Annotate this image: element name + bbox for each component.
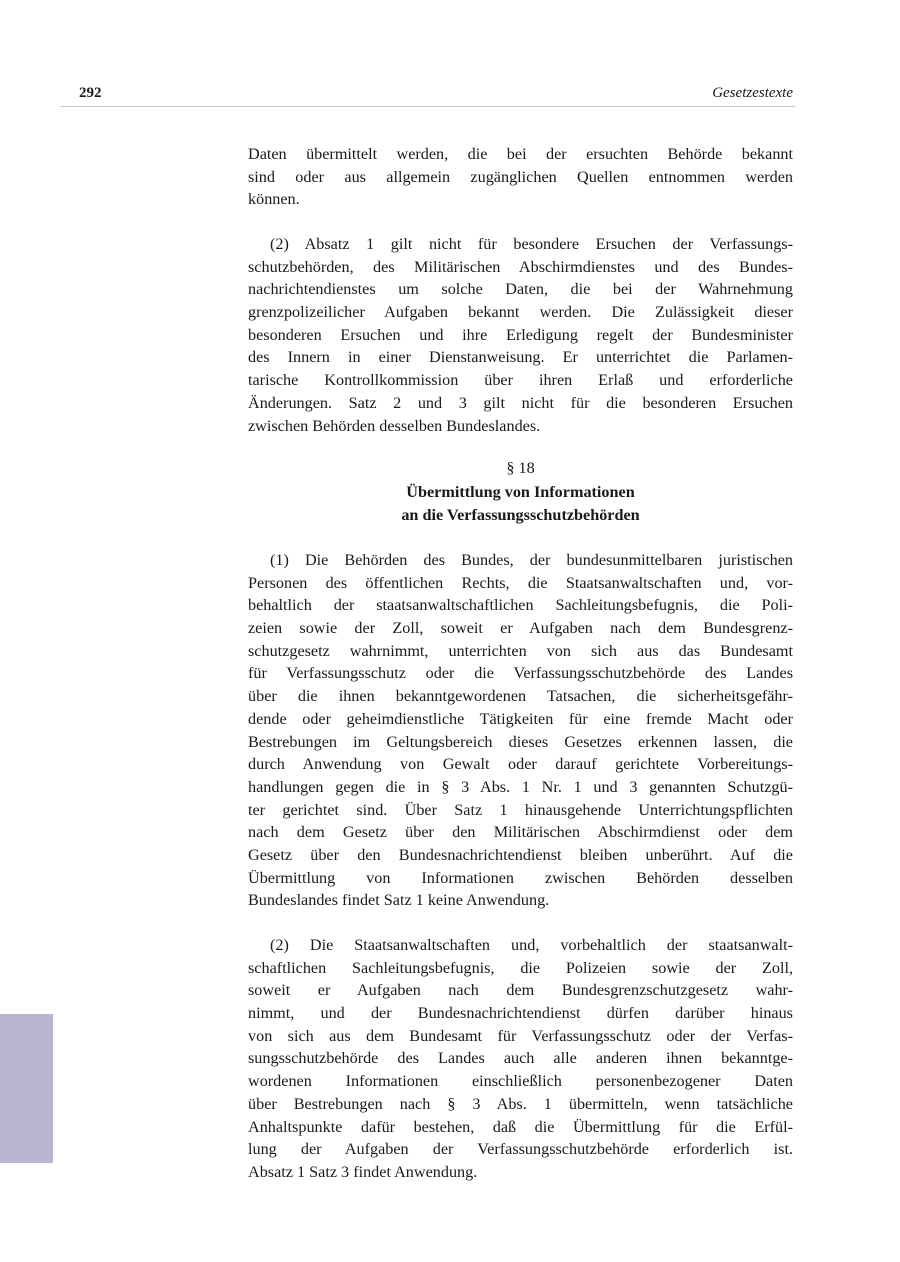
text-line: (2) Die Staatsanwaltschaften und, vorbehaltlich der staatsanwalt- bbox=[270, 936, 793, 954]
text-line: über die ihnen bekanntgewordenen Tatsachen, die sicherheitsgefähr- bbox=[248, 687, 793, 706]
text-line: sungsschutzbehörde des Landes auch alle anderen ihnen bekanntge- bbox=[248, 1049, 793, 1068]
section-title-line-2: an die Verfassungsschutzbehörden bbox=[401, 506, 640, 524]
text-line: schutzgesetz wahrnimmt, unterrichten von sich aus das Bundesamt bbox=[248, 641, 793, 660]
text-line: von sich aus dem Bundesamt für Verfassungsschutz oder der Verfas- bbox=[248, 1026, 793, 1045]
text-line: schaftlichen Sachleitungsbefugnis, die Polizeien sowie der Zoll, bbox=[248, 958, 793, 977]
text-line: Bundeslandes findet Satz 1 keine Anwendung. bbox=[248, 891, 550, 910]
page-number: 292 bbox=[79, 85, 102, 101]
paragraph-18-abs-2 bbox=[248, 934, 793, 1184]
text-line: durch Anwendung von Gewalt oder darauf gerichtete Vorbereitungs- bbox=[248, 755, 793, 774]
section-title-line-1: Übermittlung von Informationen bbox=[406, 482, 635, 501]
text-line: für Verfassungsschutz oder die Verfassungsschutzbehörde des Landes bbox=[248, 664, 793, 683]
text-line: nachrichtendienstes um solche Daten, die bei der Wahrnehmung bbox=[248, 280, 793, 299]
text-line: Anhaltspunkte dafür bestehen, daß die Übermittlung für die Erfül- bbox=[248, 1117, 793, 1136]
text-line: Änderungen. Satz 2 und 3 gilt nicht für die besonderen Ersuchen bbox=[248, 393, 793, 412]
paragraph-18-abs-1 bbox=[248, 549, 793, 912]
text-line: nimmt, und der Bundesnachrichtendienst dürfen darüber hinaus bbox=[248, 1004, 793, 1023]
text-line: grenzpolizeilicher Aufgaben bekannt werden. Die Zulässigkeit dieser bbox=[248, 303, 793, 322]
text-line: besonderen Ersuchen und ihre Erledigung regelt der Bundesminister bbox=[248, 325, 793, 344]
text-line: (1) Die Behörden des Bundes, der bundesunmittelbaren juristischen bbox=[270, 551, 793, 569]
thumb-index-tab bbox=[0, 1014, 53, 1163]
text-line: nach dem Gesetz über den Militärischen Abschirmdienst oder dem bbox=[248, 823, 793, 842]
text-line: Personen des öffentlichen Rechts, die Staatsanwaltschaften und, vor- bbox=[248, 573, 793, 592]
text-line: behaltlich der staatsanwaltschaftlichen Sachleitungsbefugnis, die Poli- bbox=[248, 596, 793, 615]
text-line: dende oder geheimdienstliche Tätigkeiten für eine fremde Macht oder bbox=[248, 709, 793, 728]
text-line: ter gerichtet sind. Über Satz 1 hinausgehende Unterrichtungspflichten bbox=[248, 800, 793, 819]
text-line: Übermittlung von Informationen zwischen Behörden desselben bbox=[248, 868, 793, 887]
text-line: schutzbehörden, des Militärischen Abschirmdienstes und des Bundes- bbox=[248, 257, 793, 276]
text-line: über Bestrebungen nach § 3 Abs. 1 übermitteln, wenn tatsächliche bbox=[248, 1094, 793, 1113]
text-line: lung der Aufgaben der Verfassungsschutzbehörde erforderlich ist. bbox=[248, 1140, 793, 1159]
paragraph-abs-2-prev bbox=[248, 233, 793, 437]
section-number: § 18 bbox=[506, 459, 535, 477]
text-line: Daten übermittelt werden, die bei der ersuchten Behörde bekannt bbox=[248, 145, 793, 163]
text-line: handlungen gegen die in § 3 Abs. 1 Nr. 1 und 3 genannten Schutzgü- bbox=[248, 777, 793, 796]
text-line: soweit er Aufgaben nach dem Bundesgrenzschutzgesetz wahr- bbox=[248, 981, 793, 1000]
text-line: Bestrebungen im Geltungsbereich dieses Gesetzes erkennen lassen, die bbox=[248, 732, 793, 751]
paragraph-continuation bbox=[248, 143, 793, 211]
running-head: Gesetzestexte bbox=[712, 85, 793, 101]
text-line: zeien sowie der Zoll, soweit er Aufgaben nach dem Bundesgrenz- bbox=[248, 619, 793, 638]
text-line: (2) Absatz 1 gilt nicht für besondere Ersuchen der Verfassungs- bbox=[270, 235, 793, 253]
text-line: tarische Kontrollkommission über ihren Erlaß und erforderliche bbox=[248, 371, 793, 390]
text-line: können. bbox=[248, 190, 300, 209]
header-rule bbox=[60, 106, 795, 107]
section-heading bbox=[248, 457, 793, 528]
text-line: Gesetz über den Bundesnachrichtendienst bleiben unberührt. Auf die bbox=[248, 845, 793, 864]
text-line: des Innern in einer Dienstanweisung. Er unterrichtet die Parlamen- bbox=[248, 348, 793, 367]
text-line: wordenen Informationen einschließlich personenbezogener Daten bbox=[248, 1072, 793, 1091]
text-line: zwischen Behörden desselben Bundeslandes. bbox=[248, 416, 541, 435]
text-line: sind oder aus allgemein zugänglichen Quellen entnommen werden bbox=[248, 167, 793, 186]
text-line: Absatz 1 Satz 3 findet Anwendung. bbox=[248, 1162, 478, 1181]
